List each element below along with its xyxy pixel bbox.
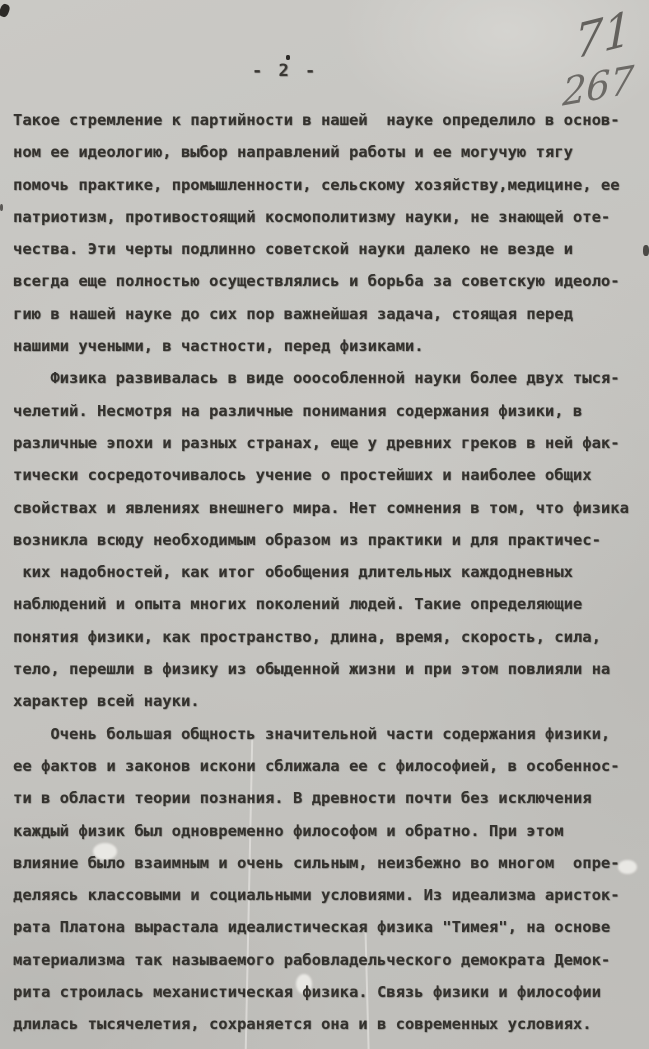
text-line: всегда еще полностью осуществлялись и борьба за советскую идеоло- (13, 272, 620, 291)
paper-speck (286, 55, 290, 60)
text-line: Такое стремление к партийности в нашей науке определило в основ- (13, 111, 620, 129)
text-line: патриотизм, противостоящий космополитизму науки, не знающей оте- (13, 207, 611, 226)
paper-speck (0, 204, 3, 211)
text-line: тически сосредоточивалось учение о простейших и наиболее общих (13, 466, 592, 485)
text-line: наблюдений и опыта многих поколений людей. Такие определяющие (13, 595, 583, 614)
text-line: понятия физики, как пространство, длина, время, скорость, сила, (13, 627, 601, 646)
handwritten-number-bottom: 267 (562, 57, 636, 115)
text-line: тело, перешли в физику из обыденной жизни и при этом повлияли на (13, 660, 611, 679)
text-line: рита строилась механистическая физика. Связь физики и философии (13, 983, 601, 1002)
text-line: ном ее идеологию, выбор направлений работы и ее могучую тягу (13, 143, 573, 162)
text-line: нашими учеными, в частности, перед физиками. (13, 337, 424, 356)
text-line: характер всей науки. (13, 692, 200, 711)
text-line: ти в области теории познания. В древности почти без исключения (13, 789, 592, 808)
text-line: помочь практике, промышленности, сельскому хозяйству,медицине, ее (13, 175, 620, 194)
text-line: ких надобностей, как итог обобщения длительных каждодневных (13, 563, 573, 582)
text-line: возникла всюду необходимым образом из практики и для практичес- (13, 530, 601, 549)
paper-speck (0, 3, 11, 18)
text-line: ее фактов и законов искони сближала ее с философией, в особеннос- (13, 756, 620, 775)
text-line: чества. Эти черты подлинно советской науки далеко не везде и (13, 240, 573, 259)
text-line: материализма так называемого рабовладельческого демократа Демок- (13, 950, 611, 969)
text-line: рата Платона вырастала идеалистическая физика "Тимея", на основе (13, 918, 611, 937)
text-line: влияние было взаимным и очень сильным, неизбежно во многом опре- (13, 853, 620, 872)
handwritten-number-top: 71 (575, 0, 633, 70)
text-line: Физика развивалась в виде ооособленной науки более двух тыся- (13, 369, 620, 388)
text-line: различные эпохи и разных странах, еще у древних греков в ней фак- (13, 433, 620, 452)
text-line: свойствах и явлениях внешнего мира. Нет сомнения в том, что физика (13, 498, 629, 517)
page-number: - 2 - (252, 61, 319, 81)
text-line: гию в нашей науке до сих пор важнейшая задача, стоящая перед (13, 304, 573, 323)
text-line: длилась тысячелетия, сохраняется она и в современных условиях. (13, 1015, 592, 1034)
document-body (13, 104, 649, 1041)
text-line: Очень большая общность значительной части содержания физики, (13, 724, 611, 743)
text-line: каждый физик был одновременно философом и обратно. При этом (13, 821, 564, 840)
text-line: челетий. Несмотря на различные понимания содержания физики, в (13, 401, 583, 420)
text-line: деляясь классовыми и социальными условиями. Из идеализма аристок- (13, 886, 620, 905)
